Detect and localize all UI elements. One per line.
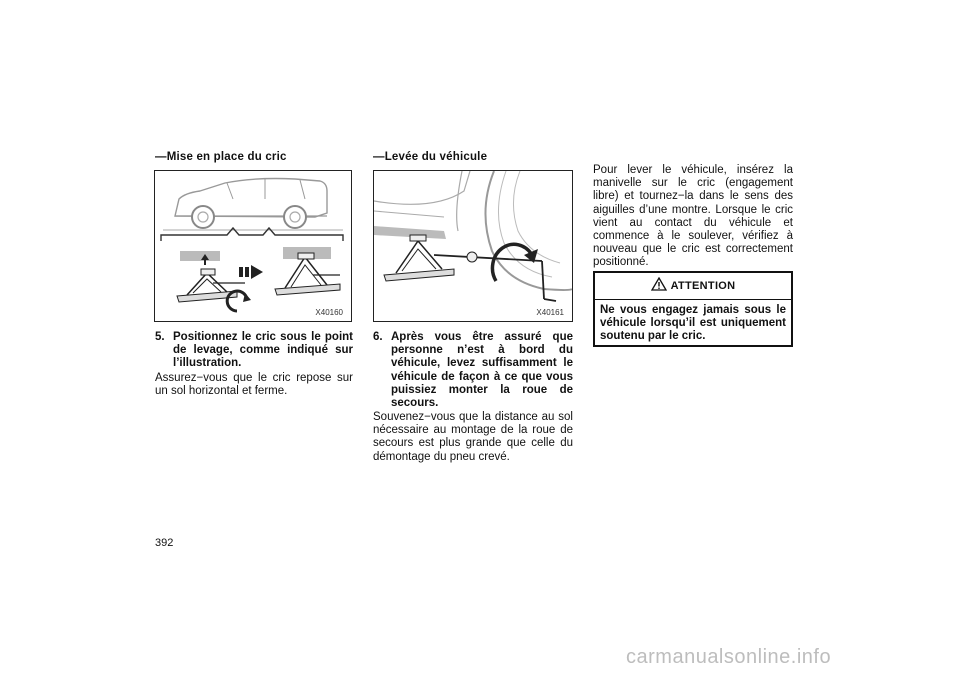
step-6 [373, 331, 573, 410]
attention-text: Ne vous engagez jamais sous le véhicule lorsqu’il est uniquement soutenu par le cric. [600, 304, 786, 343]
figure-code: X40160 [315, 308, 343, 317]
step-5 [155, 331, 353, 371]
figure-lifting-vehicle [373, 170, 573, 322]
page-number: 392 [155, 537, 174, 549]
attention-title: ATTENTION [670, 280, 736, 292]
lifting-vehicle-illustration [374, 171, 572, 321]
figure-jack-placement [154, 170, 352, 322]
paragraph-ground-clearance: Souvenez−vous que la distance au sol nécessaire au montage de la roue de secours est plus grande que celle du démontage du pneu crevé. [373, 411, 573, 463]
section-heading-jack-placement: —Mise en place du cric [155, 151, 287, 163]
paragraph-lifting-instructions: Pour lever le véhicule, insérez la manivelle sur le cric (engagement libre) et tournez−la dans le sens des aiguilles d’une montre. Lorsque le cric vient au contact du véhicule et commence à le soulever, vérifiez à nouveau que le cric est correctement positionné. [593, 164, 793, 269]
step-number: 5. [155, 331, 165, 343]
section-heading-lifting-vehicle: —Levée du véhicule [373, 151, 488, 163]
step-text: Positionnez le cric sous le point de levage, comme indiqué sur l’illustration. [173, 331, 353, 370]
step-text: Après vous être assuré que personne n’est à bord du véhicule, levez suffisamment le véhicule de façon à ce que vous puissiez monter la roue de secours. [391, 331, 573, 410]
warning-triangle-icon [651, 277, 667, 296]
jack-placement-illustration [155, 171, 351, 321]
paragraph-firm-ground: Assurez−vous que le cric repose sur un sol horizontal et ferme. [155, 372, 353, 398]
attention-header [595, 273, 791, 300]
step-number: 6. [373, 331, 383, 343]
figure-code: X40161 [536, 308, 564, 317]
attention-box [593, 271, 793, 347]
watermark: carmanualsonline.info [626, 646, 832, 668]
